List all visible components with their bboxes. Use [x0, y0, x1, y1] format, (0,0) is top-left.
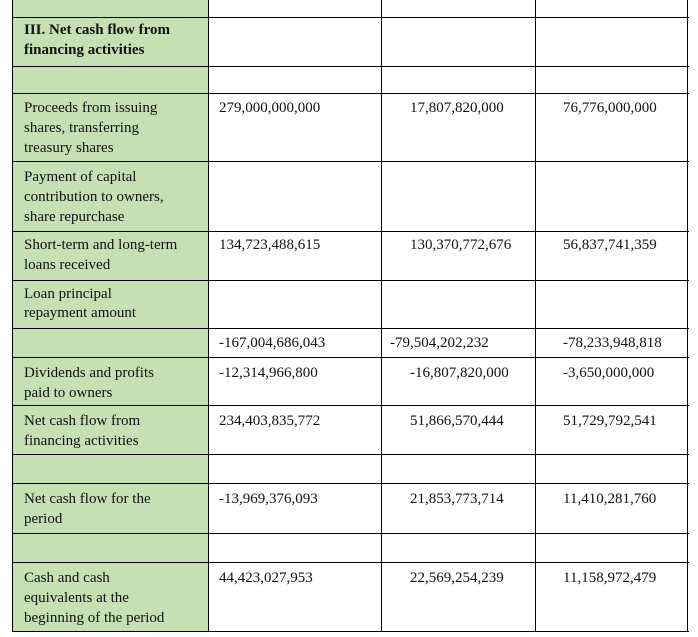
- value-cell: [535, 280, 688, 328]
- label-line: loans received: [24, 257, 111, 273]
- value-cell: [535, 562, 688, 631]
- label-cell: [12, 161, 208, 231]
- table-row-spacer: [0, 66, 698, 93]
- value-text: -78,233,948,818: [563, 335, 662, 351]
- label-line: Net cash flow for the: [24, 491, 151, 507]
- label-cell: [12, 454, 208, 483]
- value-text: -79,504,202,232: [390, 335, 489, 351]
- label-cell: [12, 66, 208, 93]
- value-cell: [208, 533, 381, 562]
- value-text: 234,403,835,772: [219, 413, 321, 429]
- label-line: financing activities: [24, 433, 139, 449]
- value-cell: [208, 483, 381, 533]
- row-divider: [12, 161, 689, 162]
- value-cell: [208, 405, 381, 454]
- row-divider: [12, 231, 689, 232]
- table-row-proceeds-issuing-shares: [0, 93, 698, 161]
- label-line: share repurchase: [24, 209, 125, 225]
- label-line: period: [24, 511, 63, 527]
- value-cell: [208, 161, 381, 231]
- table-row-cash-equivalents-beginning: [0, 562, 698, 631]
- value-text: 11,410,281,760: [563, 491, 657, 507]
- value-cell: [208, 357, 381, 405]
- value-text: 11,158,972,479: [563, 570, 657, 586]
- label-line: Cash and cash: [24, 570, 110, 586]
- value-text: -13,969,376,093: [219, 491, 318, 507]
- value-cell: [381, 231, 535, 280]
- label-cell: [12, 533, 208, 562]
- value-cell: [208, 17, 381, 66]
- table-row-repayment-values: [0, 328, 698, 357]
- value-cell: [208, 66, 381, 93]
- value-cell: [208, 0, 381, 17]
- label-line: Dividends and profits: [24, 365, 154, 381]
- value-cell: [535, 0, 688, 17]
- label-line: Short-term and long-term: [24, 237, 178, 253]
- value-cell: [381, 483, 535, 533]
- label-line: Proceeds from issuing: [24, 100, 158, 116]
- table-row-spacer: [0, 533, 698, 562]
- value-text: 44,423,027,953: [219, 570, 313, 586]
- value-text: -167,004,686,043: [219, 335, 326, 351]
- label-cell: [12, 231, 208, 280]
- table-row-loans-received: [0, 231, 698, 280]
- value-cell: [535, 231, 688, 280]
- row-divider: [12, 562, 689, 563]
- label-line: shares, transferring: [24, 120, 139, 136]
- row-divider: [12, 328, 689, 329]
- row-divider: [12, 93, 689, 94]
- label-cell: [12, 357, 208, 405]
- value-cell: [535, 66, 688, 93]
- value-cell: [208, 454, 381, 483]
- row-divider: [12, 280, 689, 281]
- value-cell: [381, 405, 535, 454]
- value-cell: [208, 231, 381, 280]
- value-cell: [535, 405, 688, 454]
- value-text: 22,569,254,239: [410, 570, 504, 586]
- value-cell: [381, 328, 535, 357]
- value-text: -12,314,966,800: [219, 365, 318, 381]
- label-line: contribution to owners,: [24, 189, 164, 205]
- value-cell: [381, 454, 535, 483]
- label-line: equivalents at the: [24, 590, 129, 606]
- value-text: -3,650,000,000: [563, 365, 655, 381]
- value-text: 21,853,773,714: [410, 491, 504, 507]
- label-cell: [12, 405, 208, 454]
- table-row-loan-principal-repayment: [0, 280, 698, 328]
- value-cell: [381, 280, 535, 328]
- section-header-line-2: financing activities: [24, 42, 145, 58]
- value-text: 56,837,741,359: [563, 237, 657, 253]
- value-cell: [208, 562, 381, 631]
- section-header-cell: [12, 17, 208, 66]
- value-cell: [535, 17, 688, 66]
- label-cell: [12, 562, 208, 631]
- table-row-net-cash-flow-period: [0, 483, 698, 533]
- row-divider: [12, 533, 689, 534]
- section-header-line-1: III. Net cash flow from: [24, 22, 170, 38]
- value-cell: [381, 0, 535, 17]
- value-cell: [381, 562, 535, 631]
- section-header-row: [0, 17, 698, 66]
- value-cell: [535, 483, 688, 533]
- value-cell: [208, 328, 381, 357]
- row-divider: [12, 405, 689, 406]
- label-line: beginning of the period: [24, 610, 165, 626]
- value-cell: [381, 66, 535, 93]
- value-cell: [208, 93, 381, 161]
- table-row-net-cash-flow-financing: [0, 405, 698, 454]
- row-divider: [12, 66, 689, 67]
- label-line: paid to owners: [24, 385, 113, 401]
- value-text: 76,776,000,000: [563, 100, 657, 116]
- label-cell: [12, 93, 208, 161]
- value-cell: [535, 328, 688, 357]
- value-cell: [381, 357, 535, 405]
- value-cell: [381, 533, 535, 562]
- value-text: 51,866,570,444: [410, 413, 504, 429]
- table-row-dividends-paid: [0, 357, 698, 405]
- row-divider: [12, 483, 689, 484]
- value-cell: [535, 357, 688, 405]
- value-cell: [535, 533, 688, 562]
- value-cell: [535, 454, 688, 483]
- value-text: 279,000,000,000: [219, 100, 321, 116]
- label-line: treasury shares: [24, 140, 114, 156]
- label-cell: [12, 280, 208, 328]
- label-cell: [12, 328, 208, 357]
- label-cell: [12, 483, 208, 533]
- value-cell: [535, 161, 688, 231]
- value-cell: [381, 161, 535, 231]
- table-row-payment-capital-contribution: [0, 161, 698, 231]
- value-text: 134,723,488,615: [219, 237, 321, 253]
- table-row-top-partial: [0, 0, 698, 17]
- label-line: repayment amount: [24, 305, 137, 321]
- row-divider: [12, 454, 689, 455]
- row-divider: [12, 631, 689, 632]
- value-text: 51,729,792,541: [563, 413, 657, 429]
- table-row-spacer: [0, 454, 698, 483]
- label-cell: [12, 0, 208, 17]
- value-cell: [535, 93, 688, 161]
- label-line: Net cash flow from: [24, 413, 141, 429]
- value-cell: [381, 17, 535, 66]
- row-divider: [12, 17, 689, 18]
- label-line: Loan principal: [24, 286, 112, 302]
- value-text: 17,807,820,000: [410, 100, 504, 116]
- label-line: Payment of capital: [24, 169, 137, 185]
- value-text: -16,807,820,000: [410, 365, 509, 381]
- value-text: 130,370,772,676: [410, 237, 512, 253]
- value-cell: [208, 280, 381, 328]
- row-divider: [12, 357, 689, 358]
- value-cell: [381, 93, 535, 161]
